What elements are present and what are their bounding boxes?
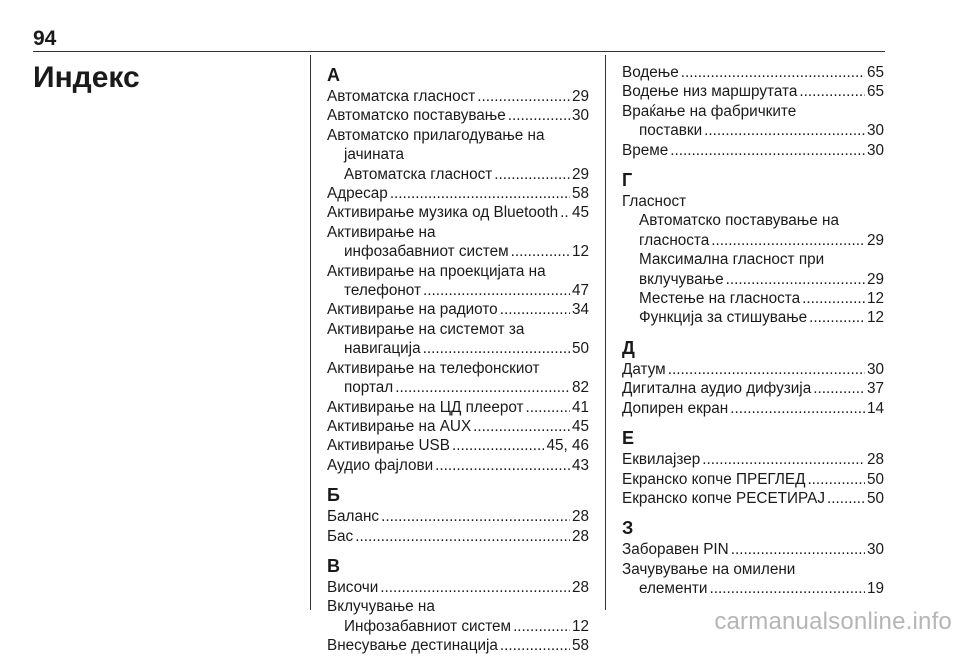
page-reference: 12	[866, 290, 884, 308]
page-reference: 29	[866, 270, 884, 288]
page-reference: 45, 46	[546, 437, 589, 455]
leader-dots	[513, 617, 570, 636]
leader-dots	[813, 379, 865, 398]
entry-text: јачината	[344, 146, 405, 164]
entry-text: Активирање музика од Bluetooth	[327, 204, 559, 222]
index-entry	[622, 540, 884, 559]
page-reference: 30	[866, 122, 884, 140]
section-letter: В	[327, 555, 340, 576]
entry-text: Активирање на AUX	[327, 417, 472, 435]
leader-dots	[508, 106, 570, 125]
leader-dots	[500, 300, 570, 319]
page-reference: 58	[571, 185, 589, 203]
leader-dots	[730, 399, 865, 418]
leader-dots	[670, 141, 865, 160]
index-entry	[327, 359, 589, 398]
page-reference: 45	[571, 417, 589, 435]
leader-dots	[809, 308, 865, 327]
entry-text: Водење низ маршрутата	[622, 83, 798, 101]
index-entry	[327, 617, 589, 636]
index-section	[327, 63, 589, 475]
index-entry	[327, 126, 589, 165]
page-reference: 47	[571, 282, 589, 300]
page-reference: 65	[866, 64, 884, 81]
index-entry	[327, 597, 589, 616]
entry-text: Екранско копче ПРЕГЛЕД	[622, 470, 806, 488]
index-entry	[622, 82, 884, 101]
entry-text: Автоматска гласност	[344, 165, 493, 183]
leader-dots	[511, 242, 570, 261]
entry-text: Бас	[327, 527, 354, 545]
column-divider-right	[605, 55, 606, 610]
entry-text: Заборавен PIN	[622, 541, 729, 559]
index-entry	[622, 379, 884, 398]
entry-text: Враќање на фабричките	[622, 102, 797, 120]
page-reference: 50	[571, 340, 589, 358]
entry-text: Еквилајзер	[622, 451, 701, 469]
entry-text: телефонот	[344, 282, 421, 300]
entry-text: Местење на гласноста	[639, 290, 801, 308]
page-reference: 30	[866, 141, 884, 159]
index-section	[622, 336, 884, 418]
entry-text: Екранско копче РЕСЕТИРАЈ	[622, 489, 826, 507]
leader-dots	[355, 527, 570, 546]
entry-text: гласноста	[639, 231, 710, 249]
index-section	[622, 63, 884, 160]
index-entry	[327, 636, 589, 655]
index-entry	[622, 250, 884, 289]
header-rule	[33, 51, 885, 52]
leader-dots	[668, 360, 865, 379]
leader-dots	[702, 450, 865, 469]
index-entry	[327, 165, 589, 184]
page-reference: 28	[571, 508, 589, 526]
leader-dots	[704, 121, 865, 140]
index-section	[327, 554, 589, 656]
index-section	[622, 168, 884, 328]
index-entry	[622, 360, 884, 379]
index-entry	[327, 87, 589, 106]
section-letter: Б	[327, 485, 340, 506]
page-reference: 37	[866, 380, 884, 398]
entry-text: Автоматско поставување	[327, 107, 506, 125]
page-reference: 45	[571, 204, 589, 222]
index-entry	[327, 300, 589, 319]
entry-text: Водење	[622, 64, 679, 81]
page-reference: 29	[571, 88, 589, 105]
entry-text: Активирање на радиото	[327, 301, 498, 319]
leader-dots	[731, 540, 865, 559]
section-letter: Д	[622, 337, 635, 358]
leader-dots	[423, 339, 570, 358]
entry-text: Максимална гласност при	[639, 251, 825, 269]
leader-dots	[477, 87, 570, 106]
page-reference: 28	[571, 527, 589, 545]
entry-text: Зачувување на омилени	[622, 560, 796, 578]
entry-text: Внесување дестинација	[327, 637, 498, 655]
entry-text: Време	[622, 141, 669, 159]
index-section	[622, 426, 884, 508]
column-divider-left	[310, 55, 311, 610]
index-entry	[327, 456, 589, 475]
entry-text: поставки	[639, 122, 703, 140]
index-entry	[327, 223, 589, 262]
index-column-1	[327, 63, 589, 664]
index-column-2	[622, 63, 884, 607]
page-title: Индекс	[33, 61, 140, 94]
index-entry	[622, 470, 884, 489]
page-reference: 30	[866, 541, 884, 559]
leader-dots	[799, 82, 865, 101]
page-reference: 28	[571, 578, 589, 596]
page-reference: 50	[866, 470, 884, 488]
leader-dots	[500, 636, 570, 655]
index-entry	[327, 398, 589, 417]
section-letter: Е	[622, 428, 635, 449]
page-reference: 28	[866, 451, 884, 469]
section-letter: Г	[622, 170, 633, 191]
index-entry	[622, 211, 884, 250]
index-entry	[622, 450, 884, 469]
index-entry	[327, 184, 589, 203]
leader-dots	[802, 289, 865, 308]
leader-dots	[526, 398, 570, 417]
index-entry	[622, 308, 884, 327]
entry-text: Вклучување на	[327, 598, 435, 616]
entry-text: Височи	[327, 578, 379, 596]
entry-text: Активирање на проекцијата на	[327, 262, 546, 280]
index-entry	[327, 203, 589, 222]
entry-text: вклучување	[639, 270, 724, 288]
page-reference: 58	[571, 637, 589, 655]
page-reference: 29	[571, 165, 589, 183]
entry-text: инфозабавниот систем	[344, 243, 509, 261]
index-entry	[622, 141, 884, 160]
entry-text: Инфозабавниот систем	[344, 617, 512, 635]
entry-text: Активирање на ЦД плеерот	[327, 398, 524, 416]
index-entry	[622, 289, 884, 308]
leader-dots	[380, 578, 570, 597]
index-entry	[327, 262, 589, 301]
entry-text: Активирање на	[327, 223, 436, 241]
leader-dots	[807, 470, 865, 489]
entry-text: Активирање на телефонскиот	[327, 359, 540, 377]
leader-dots	[560, 203, 570, 222]
page-reference: 12	[866, 309, 884, 327]
index-entry	[327, 578, 589, 597]
leader-dots	[709, 579, 865, 598]
page-reference: 82	[571, 379, 589, 397]
section-letter: З	[622, 518, 634, 539]
entry-text: портал	[344, 379, 394, 397]
entry-text: Гласност	[622, 193, 687, 211]
page-reference: 14	[866, 399, 884, 417]
entry-text: елементи	[639, 580, 708, 598]
index-entry	[622, 102, 884, 141]
index-entry	[622, 192, 884, 211]
entry-text: навигација	[344, 340, 421, 358]
entry-text: Адресар	[327, 185, 388, 203]
entry-text: Автоматска гласност	[327, 88, 476, 105]
leader-dots	[494, 165, 570, 184]
index-section	[622, 516, 884, 598]
leader-dots	[390, 184, 570, 203]
index-entry	[327, 507, 589, 526]
index-entry	[327, 436, 589, 455]
index-section	[327, 483, 589, 546]
entry-text: Автоматско поставување на	[639, 212, 839, 230]
leader-dots	[681, 63, 865, 82]
index-entry	[622, 560, 884, 599]
entry-text: Баланс	[327, 508, 380, 526]
page-reference: 50	[866, 489, 884, 507]
leader-dots	[473, 417, 570, 436]
entry-text: Функција за стишување	[639, 309, 808, 327]
page-reference: 12	[571, 243, 589, 261]
leader-dots	[395, 378, 570, 397]
entry-text: Аудио фајлови	[327, 456, 434, 474]
page-number: 94	[33, 27, 57, 50]
page-reference: 30	[571, 107, 589, 125]
leader-dots	[423, 281, 570, 300]
index-entry	[327, 417, 589, 436]
leader-dots	[726, 270, 865, 289]
page-reference: 41	[571, 398, 589, 416]
index-entry	[327, 527, 589, 546]
entry-text: Активирање USB	[327, 437, 450, 455]
index-entry	[622, 63, 884, 82]
page-reference: 29	[866, 231, 884, 249]
page-reference: 65	[866, 83, 884, 101]
page-reference: 30	[866, 360, 884, 378]
index-entry	[622, 399, 884, 418]
entry-text: Дигитална аудио дифузија	[622, 380, 812, 398]
watermark: carmanualsonline.info	[714, 608, 952, 635]
page-reference: 12	[571, 617, 589, 635]
leader-dots	[435, 456, 570, 475]
leader-dots	[711, 231, 865, 250]
entry-text: Датум	[622, 360, 666, 378]
leader-dots	[452, 436, 545, 455]
entry-text: Автоматско прилагодување на	[327, 126, 545, 144]
page-reference: 43	[571, 456, 589, 474]
index-entry	[622, 489, 884, 508]
index-entry	[327, 106, 589, 125]
leader-dots	[381, 507, 570, 526]
section-letter: А	[327, 65, 340, 85]
entry-text: Допирен екран	[622, 399, 729, 417]
leader-dots	[827, 489, 865, 508]
entry-text: Активирање на системот за	[327, 320, 525, 338]
page-reference: 34	[571, 301, 589, 319]
page-reference: 19	[866, 580, 884, 598]
index-entry	[327, 320, 589, 359]
